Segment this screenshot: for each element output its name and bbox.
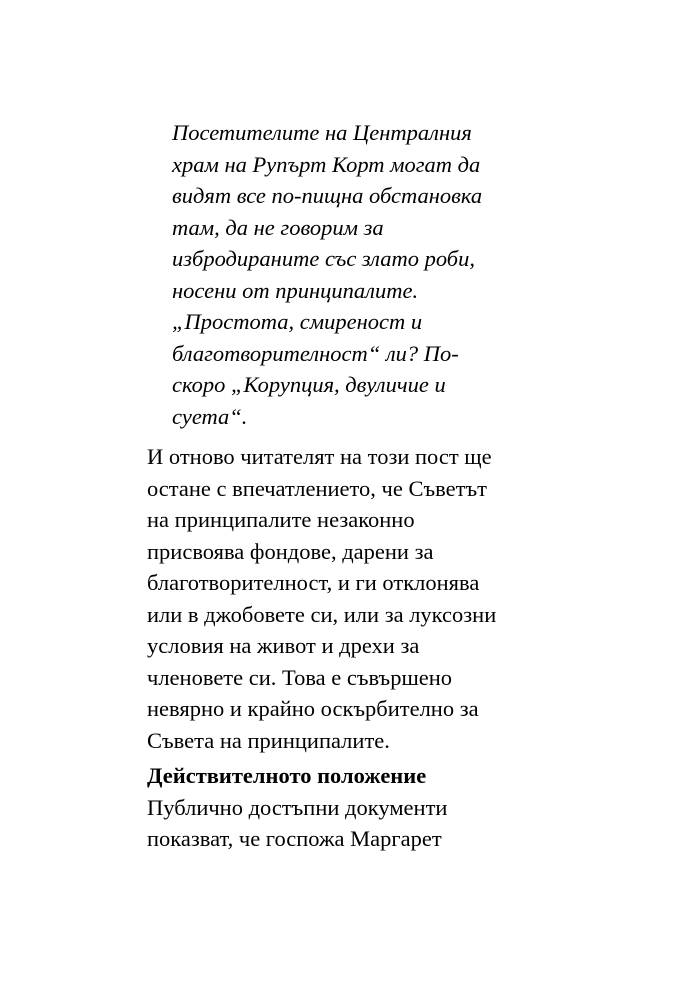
quote-line: суета“. xyxy=(172,403,248,429)
quote-line: храм на Рупърт Корт могат да xyxy=(172,151,481,177)
quote-line: Посетителите на Централния xyxy=(172,120,472,145)
section-block xyxy=(147,760,577,855)
quote-line: скоро „Корупция, двуличие и xyxy=(172,372,446,397)
paragraph-line: на принципалите незаконно xyxy=(147,507,415,532)
quote-line: избродираните със злато роби, xyxy=(172,246,476,271)
quote-line: „Простота, смиреност и xyxy=(172,309,423,334)
section-line: показват, че госпожа Маргарет xyxy=(147,826,442,851)
quote-line: благотворителност“ ли? По- xyxy=(172,340,459,366)
paragraph-line: невярно и крайно оскърбително за xyxy=(147,696,479,721)
section-heading: Действителното положение xyxy=(147,763,427,788)
paragraph-line: или в джобовете си, или за луксозни xyxy=(147,601,497,627)
body-paragraph xyxy=(147,441,577,756)
paragraph-line: членовете си. Това е съвършено xyxy=(147,664,453,690)
quote-line: носени от принципалите. xyxy=(172,277,419,303)
italic-quote-block xyxy=(172,117,572,432)
paragraph-line: условия на живот и дрехи за xyxy=(147,633,420,658)
paragraph-line: присвоява фондове, дарени за xyxy=(147,538,434,564)
quote-line: видят все по-пищна обстановка xyxy=(172,183,483,208)
paragraph-line: остане с впечатлението, че Съветът xyxy=(147,475,487,501)
quote-line: там, да не говорим за xyxy=(172,214,384,240)
paragraph-line: И отново читателят на този пост ще xyxy=(147,444,492,469)
paragraph-line: благотворителност, и ги отклонява xyxy=(147,570,480,595)
section-line: Публично достъпни документи xyxy=(147,794,448,820)
paragraph-line: Съвета на принципалите. xyxy=(147,727,390,753)
